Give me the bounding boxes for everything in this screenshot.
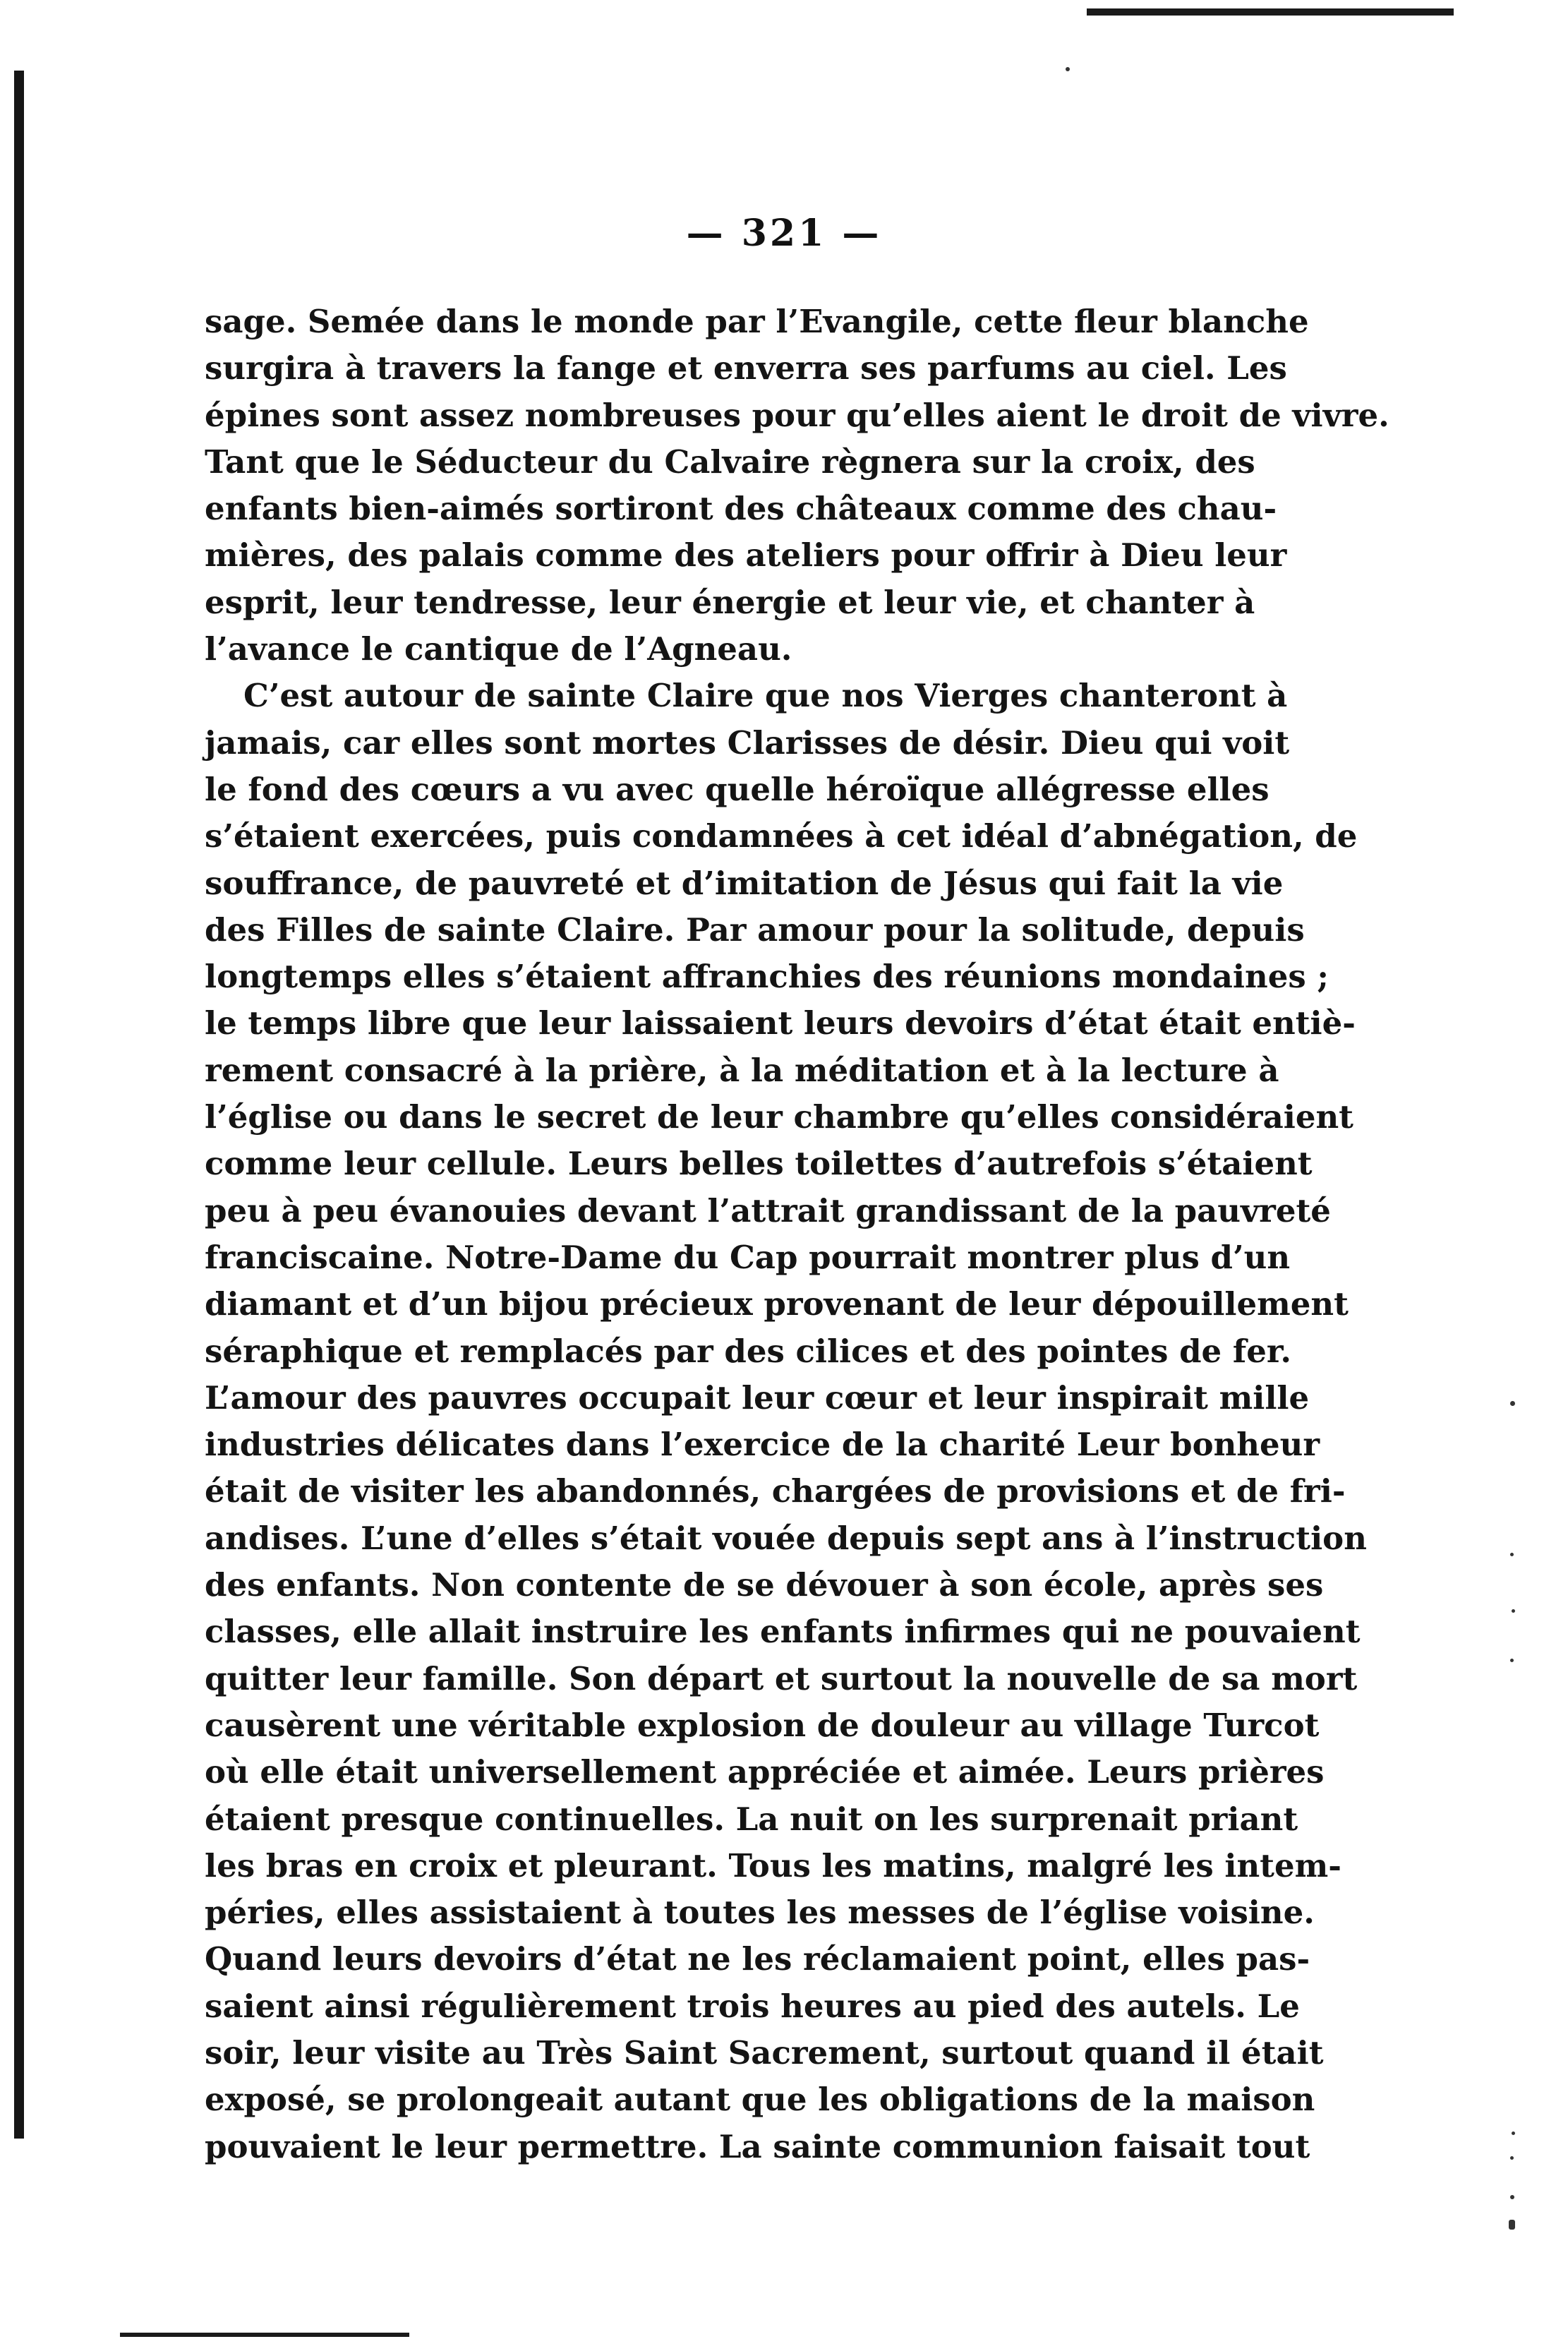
text-line: le fond des cœurs a vu avec quelle héroïque allégresse elles	[205, 770, 1270, 808]
scan-speck	[1510, 1553, 1514, 1556]
text-line: surgira à travers la fange et enverra ses parfums au ciel. Les	[205, 349, 1287, 387]
text-line: péries, elles assistaient à toutes les messes de l’église voisine.	[205, 1894, 1315, 1932]
text-line: comme leur cellule. Leurs belles toilettes d’autrefois s’étaient	[205, 1145, 1313, 1183]
text-line: s’étaient exercées, puis condamnées à cet idéal d’abnégation, de	[205, 817, 1358, 855]
text-line: où elle était universellement appréciée et aimée. Leurs prières	[205, 1753, 1325, 1791]
text-line: C’est autour de sainte Claire que nos Vierges chanteront à	[243, 677, 1288, 715]
text-line: séraphique et remplacés par des cilices et des pointes de fer.	[205, 1332, 1292, 1370]
text-line: mières, des palais comme des ateliers pour offrir à Dieu leur	[205, 536, 1287, 575]
paragraph	[205, 299, 1389, 673]
page-number-header: — 321 —	[686, 212, 882, 255]
text-line: longtemps elles s’étaient affranchies des réunions mondaines ;	[205, 958, 1329, 996]
text-line: quitter leur famille. Son départ et surtout la nouvelle de sa mort	[205, 1659, 1358, 1697]
text-line: étaient presque continuelles. La nuit on les surprenait priant	[205, 1800, 1298, 1838]
text-line: peu à peu évanouies devant l’attrait grandissant de la pauvreté	[205, 1191, 1331, 1229]
text-line: le temps libre que leur laissaient leurs devoirs d’état était entiè-	[205, 1004, 1356, 1042]
text-line: sage. Semée dans le monde par l’Evangile, cette fleur blanche	[205, 303, 1309, 340]
text-line: saient ainsi régulièrement trois heures au pied des autels. Le	[205, 1987, 1300, 2025]
text-line: enfants bien-aimés sortiront des châteaux comme des chau-	[205, 490, 1277, 528]
text-line: l’église ou dans le secret de leur chambre qu’elles considéraient	[205, 1098, 1353, 1136]
text-line: franciscaine. Notre-Dame du Cap pourrait montrer plus d’un	[205, 1238, 1291, 1276]
text-line: l’avance le cantique de l’Agneau.	[205, 630, 792, 668]
text-line: andises. L’une d’elles s’était vouée depuis sept ans à l’instruction	[205, 1519, 1367, 1557]
text-line: esprit, leur tendresse, leur énergie et leur vie, et chanter à	[205, 583, 1255, 621]
scan-speck	[1512, 1609, 1515, 1613]
text-line: était de visiter les abandonnés, chargées de provisions et de fri-	[205, 1472, 1346, 1510]
text-line: classes, elle allait instruire les enfants infirmes qui ne pouvaient	[205, 1613, 1361, 1651]
text-line: L’amour des pauvres occupait leur cœur et leur inspirait mille	[205, 1378, 1310, 1417]
text-line: Quand leurs devoirs d’état ne les réclamaient point, elles pas-	[205, 1940, 1310, 1978]
text-line: les bras en croix et pleurant. Tous les matins, malgré les intem-	[205, 1846, 1341, 1884]
scan-edge-bar-left	[14, 71, 24, 2139]
text-line: des Filles de sainte Claire. Par amour pour la solitude, depuis	[205, 910, 1305, 949]
scan-edge-rule-bottom	[120, 2333, 409, 2337]
text-line: pouvaient le leur permettre. La sainte communion faisait tout	[205, 2127, 1310, 2165]
text-line: rement consacré à la prière, à la méditation et à la lecture à	[205, 1051, 1279, 1089]
text-line: soir, leur visite au Très Saint Sacrement, surtout quand il était	[205, 2033, 1324, 2072]
scan-speck	[1509, 2220, 1515, 2230]
scan-speck	[1510, 2156, 1514, 2160]
scan-speck	[1510, 2195, 1514, 2199]
text-line: diamant et d’un bijou précieux provenant de leur dépouillement	[205, 1285, 1349, 1323]
text-line: exposé, se prolongeait autant que les obligations de la maison	[205, 2081, 1315, 2119]
scan-speck	[1510, 1401, 1515, 1406]
body-text	[205, 299, 1389, 2170]
paragraph	[205, 673, 1367, 2170]
scan-speck	[1510, 1659, 1514, 1662]
text-line: des enfants. Non contente de se dévouer à son école, après ses	[205, 1566, 1324, 1604]
text-line: souffrance, de pauvreté et d’imitation de Jésus qui fait la vie	[205, 864, 1284, 902]
text-line: Tant que le Séducteur du Calvaire règnera sur la croix, des	[205, 443, 1255, 481]
scan-edge-rule-top	[1087, 8, 1454, 16]
scan-speck	[1066, 67, 1070, 71]
text-line: industries délicates dans l’exercice de la charité Leur bonheur	[205, 1426, 1320, 1464]
text-line: causèrent une véritable explosion de douleur au village Turcot	[205, 1706, 1320, 1744]
text-line: jamais, car elles sont mortes Clarisses de désir. Dieu qui voit	[205, 723, 1290, 762]
text-line: épines sont assez nombreuses pour qu’elles aient le droit de vivre.	[205, 396, 1389, 434]
scan-speck	[1512, 2131, 1515, 2135]
